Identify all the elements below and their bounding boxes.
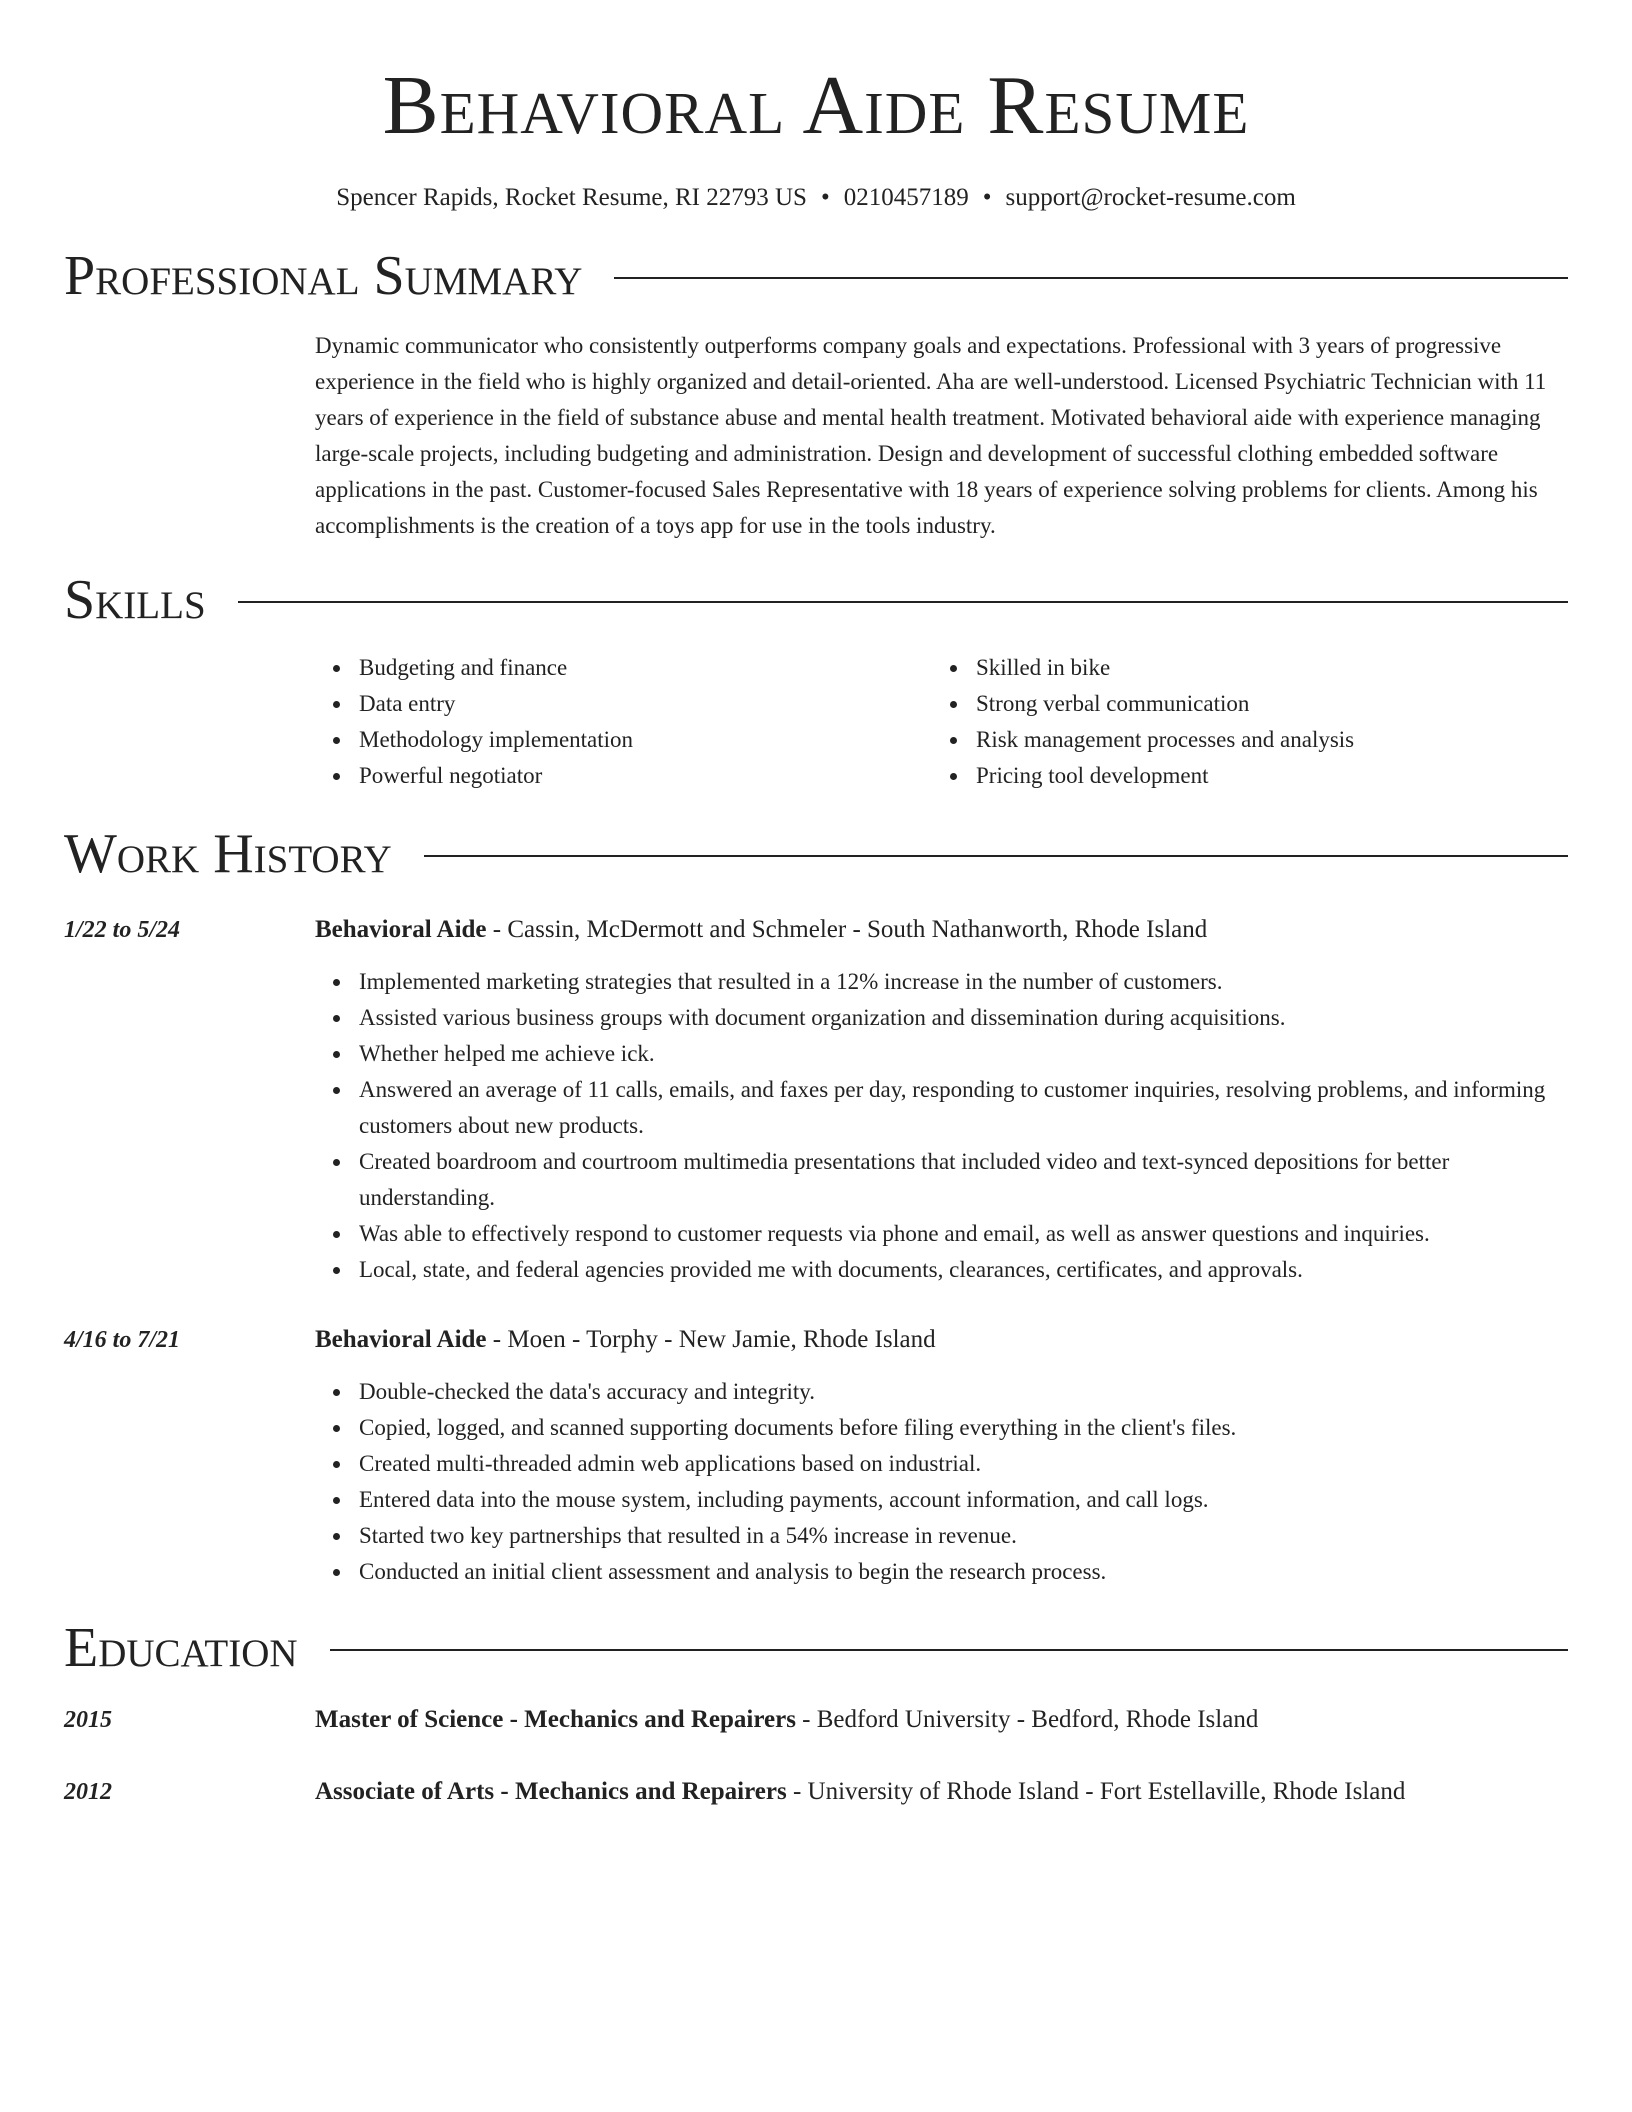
skills-column-left bbox=[315, 650, 932, 794]
skill-item: Data entry bbox=[359, 686, 932, 722]
skills-column-right bbox=[932, 650, 1549, 794]
education-body bbox=[315, 1774, 1568, 1810]
skill-item: Risk management processes and analysis bbox=[976, 722, 1549, 758]
education-school: - University of Rhode Island - Fort Estellaville, Rhode Island bbox=[786, 1778, 1406, 1805]
job-bullet: Started two key partnerships that resulted in a 54% increase in revenue. bbox=[359, 1518, 1568, 1554]
education-entry bbox=[64, 1774, 1568, 1810]
job-role: Behavioral Aide bbox=[315, 916, 487, 943]
summary-content bbox=[315, 328, 1568, 544]
summary-section-header bbox=[64, 244, 1568, 308]
job-employer: - Moen - Torphy - New Jamie, Rhode Island bbox=[486, 1326, 936, 1353]
job-bullet: Assisted various business groups with document organization and dissemination during acquisitions. bbox=[359, 1000, 1568, 1036]
section-divider bbox=[238, 601, 1568, 603]
job-bullet: Whether helped me achieve ick. bbox=[359, 1036, 1568, 1072]
skills-content bbox=[315, 650, 1568, 794]
job-bullet: Conducted an initial client assessment and analysis to begin the research process. bbox=[359, 1554, 1568, 1590]
job-bullet: Created multi-threaded admin web applications based on industrial. bbox=[359, 1446, 1568, 1482]
job-bullets bbox=[315, 964, 1568, 1288]
education-body bbox=[315, 1702, 1568, 1738]
skill-item: Powerful negotiator bbox=[359, 758, 932, 794]
job-entry bbox=[64, 1322, 1568, 1590]
job-bullet: Implemented marketing strategies that resulted in a 12% increase in the number of customers. bbox=[359, 964, 1568, 1000]
education-year: 2015 bbox=[64, 1707, 112, 1733]
skill-item: Skilled in bike bbox=[976, 650, 1549, 686]
education-heading-line bbox=[315, 1702, 1568, 1738]
contact-address: Spencer Rapids, Rocket Resume, RI 22793 US bbox=[336, 184, 807, 211]
job-dates: 4/16 to 7/21 bbox=[64, 1327, 181, 1353]
work-section-header bbox=[64, 822, 1568, 886]
job-heading bbox=[315, 912, 1568, 948]
education-year: 2012 bbox=[64, 1779, 112, 1805]
job-role: Behavioral Aide bbox=[315, 1326, 487, 1353]
education-entry bbox=[64, 1702, 1568, 1738]
contact-separator: • bbox=[820, 184, 830, 211]
skills-grid bbox=[315, 650, 1568, 794]
job-heading bbox=[315, 1322, 1568, 1358]
job-bullets bbox=[315, 1374, 1568, 1590]
section-divider bbox=[330, 1649, 1568, 1651]
contact-phone: 0210457189 bbox=[843, 184, 969, 211]
contact-email: support@rocket-resume.com bbox=[1005, 184, 1296, 211]
education-section-header bbox=[64, 1616, 1568, 1680]
summary-heading: Professional Summary bbox=[64, 245, 583, 307]
job-entry bbox=[64, 912, 1568, 1288]
skills-section-header bbox=[64, 568, 1568, 632]
job-body bbox=[315, 1322, 1568, 1590]
education-degree: Associate of Arts - Mechanics and Repairers bbox=[315, 1778, 787, 1805]
education-heading: Education bbox=[64, 1617, 298, 1679]
skills-heading: Skills bbox=[64, 569, 206, 631]
job-bullet: Was able to effectively respond to customer requests via phone and email, as well as answer questions and inquiries. bbox=[359, 1216, 1568, 1252]
job-bullet: Answered an average of 11 calls, emails, and faxes per day, responding to customer inquiries, resolving problems, and informing customers about new products. bbox=[359, 1072, 1568, 1144]
job-employer: - Cassin, McDermott and Schmeler - South Nathanworth, Rhode Island bbox=[486, 916, 1208, 943]
education-degree: Master of Science - Mechanics and Repairers bbox=[315, 1706, 796, 1733]
education-heading-line bbox=[315, 1774, 1568, 1810]
summary-text: Dynamic communicator who consistently outperforms company goals and expectations. Professional with 3 years of progressive experience in the field who is highly organized and detail-oriented. Aha are well-understood. Licensed Psychiatric Technician with 11 years of experience in the field of substance abuse and mental health treatment. Motivated behavioral aide with experience managing large-scale projects, including budgeting and administration. Design and development of successful clothing embedded software applications in the past. Customer-focused Sales Representative with 18 years of experience solving problems for clients. Among his accomplishments is the creation of a toys app for use in the tools industry. bbox=[315, 333, 1547, 538]
job-bullet: Created boardroom and courtroom multimedia presentations that included video and text-synced depositions for better understanding. bbox=[359, 1144, 1568, 1216]
section-divider bbox=[614, 277, 1568, 279]
skill-item: Pricing tool development bbox=[976, 758, 1549, 794]
skill-item: Budgeting and finance bbox=[359, 650, 932, 686]
job-bullet: Copied, logged, and scanned supporting documents before filing everything in the client's files. bbox=[359, 1410, 1568, 1446]
education-school: - Bedford University - Bedford, Rhode Island bbox=[795, 1706, 1259, 1733]
skill-item: Methodology implementation bbox=[359, 722, 932, 758]
skill-item: Strong verbal communication bbox=[976, 686, 1549, 722]
contact-line bbox=[64, 182, 1568, 214]
job-bullet: Double-checked the data's accuracy and integrity. bbox=[359, 1374, 1568, 1410]
section-divider bbox=[424, 855, 1568, 857]
job-bullet: Local, state, and federal agencies provided me with documents, clearances, certificates, and approvals. bbox=[359, 1252, 1568, 1288]
job-dates: 1/22 to 5/24 bbox=[64, 917, 181, 943]
contact-separator: • bbox=[982, 184, 992, 211]
resume-title: Behavioral Aide Resume bbox=[382, 59, 1250, 152]
job-bullet: Entered data into the mouse system, including payments, account information, and call logs. bbox=[359, 1482, 1568, 1518]
job-body bbox=[315, 912, 1568, 1288]
work-heading: Work History bbox=[64, 823, 392, 885]
